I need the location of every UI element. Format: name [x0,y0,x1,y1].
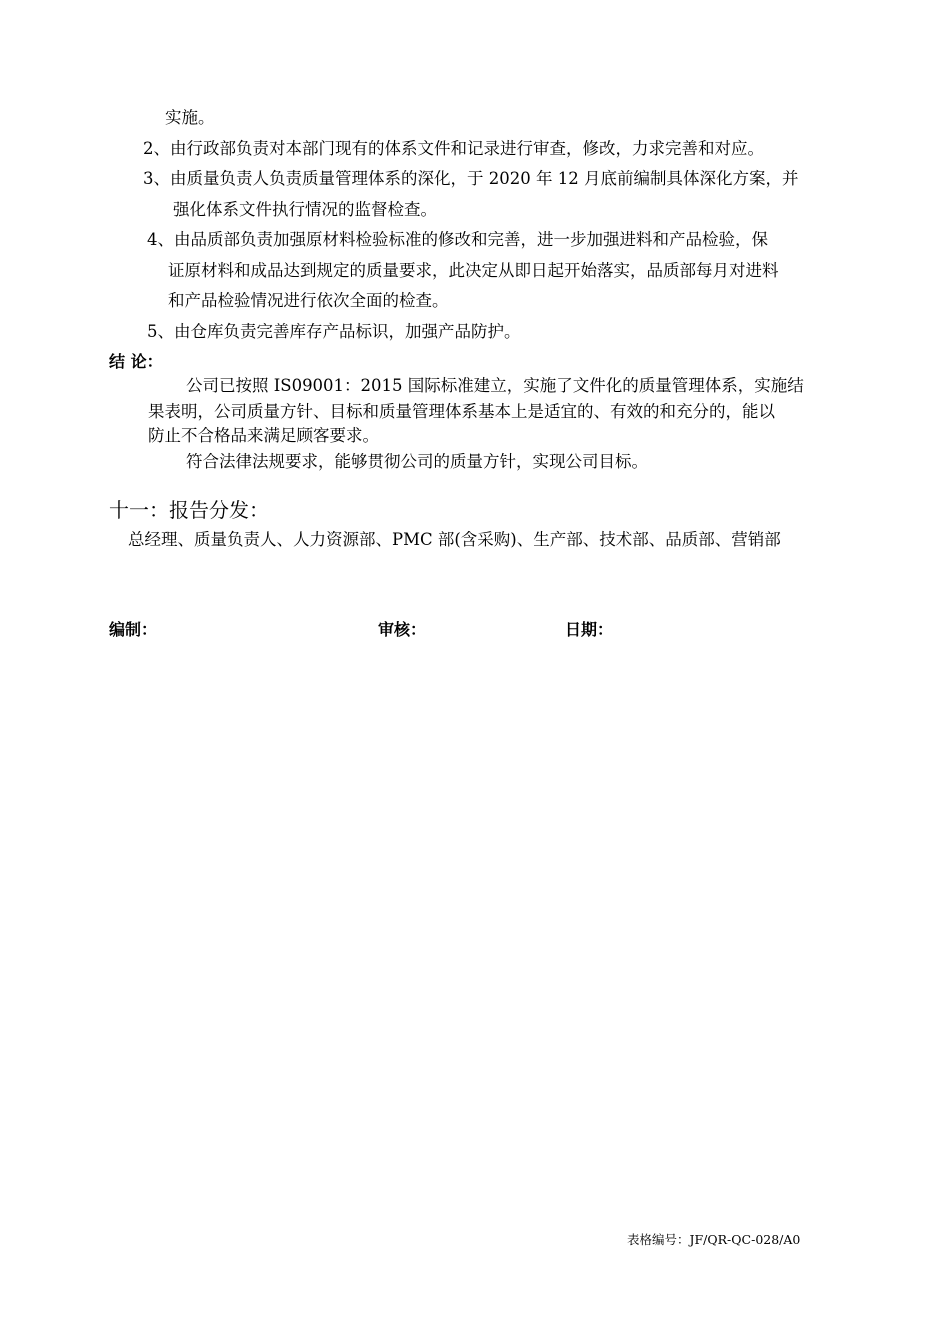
conclusion-para-1-line-1: 公司已按照 IS09001：2015 国际标准建立，实施了文件化的质量管理体系，实施结 [186,376,804,395]
item1-tail: 实施。 [165,108,215,127]
measure-item-2: 2、由行政部负责对本部门现有的体系文件和记录进行审查，修改，力求完善和对应。 [143,139,764,158]
date-label: 日期： [565,620,614,639]
measure-item-4-line-1: 4、由品质部负责加强原材料检验标准的修改和完善，进一步加强进料和产品检验，保 [147,230,768,249]
measure-item-5: 5、由仓库负责完善库存产品标识，加强产品防护。 [147,322,521,341]
measure-item-4-line-3: 和产品检验情况进行依次全面的检查。 [168,291,449,310]
measure-item-3-line-1: 3、由质量负责人负责质量管理体系的深化，于 2020 年 12 月底前编制具体深化方案，并 [143,169,799,188]
form-code: 表格编号：JF/QR-QC-028/A0 [627,1232,801,1247]
prepared-by-label: 编制： [109,620,158,639]
conclusion-para-1-line-3: 防止不合格品来满足顾客要求。 [148,426,379,445]
distribution-heading: 十一：报告分发： [109,498,269,522]
measure-item-3-line-2: 强化体系文件执行情况的监督检查。 [173,200,437,219]
measure-item-4-line-2: 证原材料和成品达到规定的质量要求，此决定从即日起开始落实，品质部每月对进料 [168,261,779,280]
conclusion-para-1-line-2: 果表明，公司质量方针、目标和质量管理体系基本上是适宜的、有效的和充分的，能以 [148,402,775,421]
distribution-recipients: 总经理、质量负责人、人力资源部、PMC 部(含采购)、生产部、技术部、品质部、营销部 [128,530,781,549]
conclusion-heading: 结 论： [109,352,163,371]
reviewed-by-label: 审核： [378,620,427,639]
conclusion-para-2: 符合法律法规要求，能够贯彻公司的质量方针，实现公司目标。 [186,452,648,471]
